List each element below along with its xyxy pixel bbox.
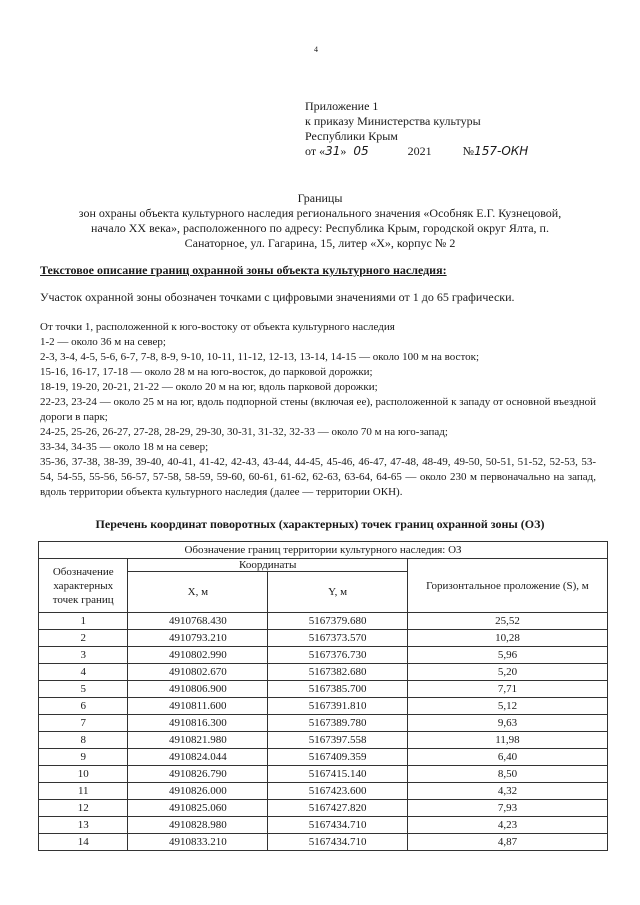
cell-distance: 5,12 bbox=[407, 698, 607, 715]
document-title bbox=[40, 191, 600, 251]
appendix-title: Приложение 1 bbox=[305, 99, 379, 113]
date-day: 31 bbox=[325, 144, 341, 158]
table-row bbox=[39, 715, 608, 732]
cell-y: 5167434.710 bbox=[268, 817, 408, 834]
header-y: Y, м bbox=[268, 572, 408, 613]
cell-y: 5167373.570 bbox=[268, 630, 408, 647]
cell-distance: 11,98 bbox=[407, 732, 607, 749]
number-prefix: № bbox=[462, 144, 475, 158]
table-row bbox=[39, 647, 608, 664]
table-row bbox=[39, 766, 608, 783]
header-points: Обозначение характерных точек границ bbox=[39, 559, 128, 613]
cell-distance: 8,50 bbox=[407, 766, 607, 783]
cell-x: 4910768.430 bbox=[128, 613, 268, 630]
description-line: 2-3, 3-4, 4-5, 5-6, 6-7, 7-8, 8-9, 9-10, 10-11, 11-12, 12-13, 13-14, 14-15 — около 100 м на восток; bbox=[40, 351, 480, 363]
table-title: Перечень координат поворотных (характерных) точек границ охранной зоны (ОЗ) bbox=[95, 517, 545, 531]
appendix-order-ref: к приказу Министерства культуры bbox=[305, 114, 481, 128]
table-row bbox=[39, 664, 608, 681]
table-row bbox=[39, 698, 608, 715]
cell-point: 2 bbox=[39, 630, 128, 647]
cell-distance: 4,23 bbox=[407, 817, 607, 834]
cell-y: 5167382.680 bbox=[268, 664, 408, 681]
cell-x: 4910816.300 bbox=[128, 715, 268, 732]
cell-x: 4910811.600 bbox=[128, 698, 268, 715]
cell-y: 5167397.558 bbox=[268, 732, 408, 749]
cell-point: 7 bbox=[39, 715, 128, 732]
header-x: X, м bbox=[128, 572, 268, 613]
table-row bbox=[39, 613, 608, 630]
section-heading: Текстовое описание границ охранной зоны объекта культурного наследия: bbox=[40, 263, 447, 277]
header-distance: Горизонтальное проложение (S), м bbox=[407, 559, 607, 613]
cell-x: 4910833.210 bbox=[128, 834, 268, 851]
cell-x: 4910825.060 bbox=[128, 800, 268, 817]
cell-x: 4910826.790 bbox=[128, 766, 268, 783]
cell-point: 13 bbox=[39, 817, 128, 834]
cell-point: 5 bbox=[39, 681, 128, 698]
table-row bbox=[39, 749, 608, 766]
cell-distance: 25,52 bbox=[407, 613, 607, 630]
appendix-date-row bbox=[305, 144, 528, 159]
description-line: 24-25, 25-26, 26-27, 27-28, 28-29, 29-30, 30-31, 31-32, 32-33 — около 70 м на юго-запад; bbox=[40, 426, 448, 438]
cell-point: 3 bbox=[39, 647, 128, 664]
cell-x: 4910802.670 bbox=[128, 664, 268, 681]
title-line-3: начало XX века», расположенного по адресу: Республика Крым, городской округ Ялта, п. bbox=[91, 221, 549, 235]
cell-distance: 7,93 bbox=[407, 800, 607, 817]
cell-distance: 5,20 bbox=[407, 664, 607, 681]
order-number: 157-ОКН bbox=[474, 144, 529, 158]
cell-y: 5167385.700 bbox=[268, 681, 408, 698]
cell-x: 4910821.980 bbox=[128, 732, 268, 749]
table-row bbox=[39, 630, 608, 647]
cell-y: 5167427.820 bbox=[268, 800, 408, 817]
cell-x: 4910793.210 bbox=[128, 630, 268, 647]
table-row bbox=[39, 783, 608, 800]
cell-y: 5167409.359 bbox=[268, 749, 408, 766]
title-line-2: зон охраны объекта культурного наследия регионального значения «Особняк Е.Г. Кузнецовой, bbox=[78, 206, 562, 220]
intro-paragraph: Участок охранной зоны обозначен точками с цифровыми значениями от 1 до 65 графически. bbox=[40, 290, 515, 304]
date-sep: » bbox=[340, 144, 347, 158]
page-number: 4 bbox=[314, 45, 318, 54]
cell-distance: 4,32 bbox=[407, 783, 607, 800]
cell-y: 5167391.810 bbox=[268, 698, 408, 715]
header-coordinates: Координаты bbox=[128, 559, 407, 572]
cell-point: 9 bbox=[39, 749, 128, 766]
table-row bbox=[39, 817, 608, 834]
cell-point: 6 bbox=[39, 698, 128, 715]
cell-x: 4910802.990 bbox=[128, 647, 268, 664]
appendix-block bbox=[305, 99, 528, 159]
cell-point: 4 bbox=[39, 664, 128, 681]
table-body bbox=[39, 613, 608, 851]
cell-y: 5167376.730 bbox=[268, 647, 408, 664]
cell-distance: 10,28 bbox=[407, 630, 607, 647]
description-line: 33-34, 34-35 — около 18 м на север; bbox=[40, 441, 209, 453]
description-line: 35-36, 37-38, 38-39, 39-40, 40-41, 41-42, 42-43, 43-44, 44-45, 45-46, 46-47, 47-48, 48-49, 49-50, 50-51, 51-52, 52-53, 53-54, 54-55, 55-56, 56-57, 57-58, 58-59, 59-60, 60-61, 61-62, 62-63, 63-64, 64-65 — около 230 м первоначально на запад, вдоль территории объекта культурного наследия (далее — территории ОКН). bbox=[40, 456, 596, 498]
description-line: От точки 1, расположенной к юго-востоку от объекта культурного наследия bbox=[40, 321, 395, 333]
date-year: 2021 bbox=[407, 144, 432, 158]
cell-distance: 6,40 bbox=[407, 749, 607, 766]
cell-x: 4910824.044 bbox=[128, 749, 268, 766]
appendix-republic: Республики Крым bbox=[305, 129, 398, 143]
table-row bbox=[39, 800, 608, 817]
cell-y: 5167389.780 bbox=[268, 715, 408, 732]
cell-point: 11 bbox=[39, 783, 128, 800]
cell-point: 8 bbox=[39, 732, 128, 749]
cell-distance: 9,63 bbox=[407, 715, 607, 732]
cell-distance: 5,96 bbox=[407, 647, 607, 664]
cell-y: 5167434.710 bbox=[268, 834, 408, 851]
cell-y: 5167379.680 bbox=[268, 613, 408, 630]
cell-y: 5167415.140 bbox=[268, 766, 408, 783]
cell-y: 5167423.600 bbox=[268, 783, 408, 800]
cell-point: 10 bbox=[39, 766, 128, 783]
description-line: 18-19, 19-20, 20-21, 21-22 — около 20 м на юг, вдоль парковой дорожки; bbox=[40, 381, 378, 393]
cell-x: 4910806.900 bbox=[128, 681, 268, 698]
cell-point: 12 bbox=[39, 800, 128, 817]
table-row bbox=[39, 732, 608, 749]
title-line-1: Границы bbox=[297, 191, 343, 205]
table-row bbox=[39, 834, 608, 851]
cell-point: 14 bbox=[39, 834, 128, 851]
date-prefix: от « bbox=[305, 144, 326, 158]
table-row bbox=[39, 681, 608, 698]
boundary-description bbox=[40, 320, 596, 500]
description-line: 15-16, 16-17, 17-18 — около 28 м на юго-восток, до парковой дорожки; bbox=[40, 366, 373, 378]
cell-distance: 4,87 bbox=[407, 834, 607, 851]
table-caption: Обозначение границ территории культурного наследия: ОЗ bbox=[39, 542, 608, 559]
cell-point: 1 bbox=[39, 613, 128, 630]
cell-x: 4910826.000 bbox=[128, 783, 268, 800]
description-line: 1-2 — около 36 м на север; bbox=[40, 336, 166, 348]
coordinates-table bbox=[38, 541, 608, 851]
title-line-4: Санаторное, ул. Гагарина, 15, литер «Х», корпус № 2 bbox=[184, 236, 456, 250]
date-month: 05 bbox=[353, 144, 369, 158]
cell-x: 4910828.980 bbox=[128, 817, 268, 834]
cell-distance: 7,71 bbox=[407, 681, 607, 698]
description-line: 22-23, 23-24 — около 25 м на юг, вдоль подпорной стены (включая ее), расположенной к западу от основной въездной дороги в парк; bbox=[40, 396, 596, 423]
